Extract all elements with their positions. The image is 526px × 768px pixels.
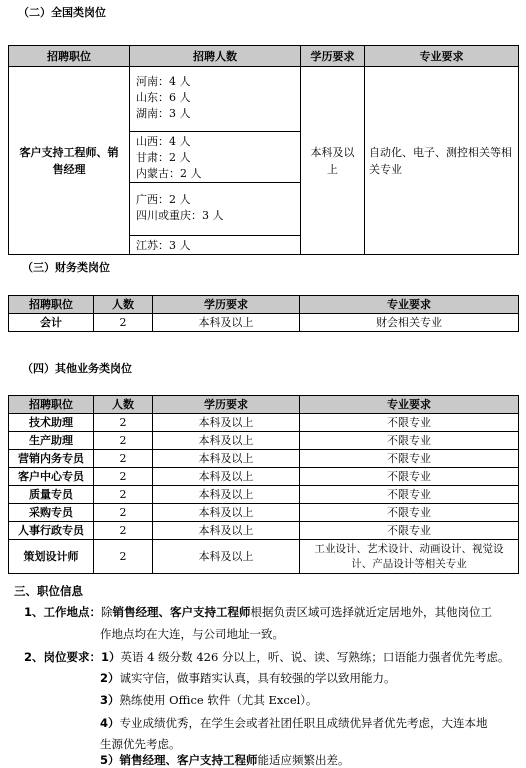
row-count: 2 [94,314,153,332]
header-education: 学历要求 [301,46,365,67]
row-count: 2 [94,414,153,432]
region-sichuan-chongqing: 四川或重庆：3 人 [136,209,224,222]
table-row [9,432,519,450]
region-group-3 [136,192,224,224]
other-positions-table [8,395,519,574]
req3-text: 熟练使用 Office 软件（尤其 Excel）。 [119,693,318,707]
row-position: 采购专员 [9,504,94,522]
location-label: 1、工作地点： [24,605,102,619]
region-guangxi: 广西：2 人 [136,193,191,206]
row-education: 本科及以上 [153,314,300,332]
row-major: 不限专业 [300,432,519,450]
row-education: 本科及以上 [153,468,300,486]
row-education: 本科及以上 [153,522,300,540]
education-cell: 本科及以上 [301,67,365,255]
req4-num: 4） [100,716,120,730]
location-pre: 除 [101,605,113,619]
req2-num: 2） [100,671,120,685]
row-position: 人事行政专员 [9,522,94,540]
major-cell: 自动化、电子、测控相关等相关专业 [365,67,519,255]
row-education: 本科及以上 [153,432,300,450]
row-position: 营销内务专员 [9,450,94,468]
row-position: 生产助理 [9,432,94,450]
row-position: 质量专员 [9,486,94,504]
req-line-1 [24,649,509,665]
row-count: 2 [94,432,153,450]
req3-num: 3） [100,693,120,707]
header-position: 招聘职位 [9,46,130,67]
region-henan: 河南：4 人 [136,75,191,88]
region-hunan: 湖南：3 人 [136,107,191,120]
table-row [9,314,519,332]
req-line-3 [100,692,318,708]
row-position: 客户中心专员 [9,468,94,486]
row-major: 不限专业 [300,486,519,504]
row-position: 策划设计师 [9,540,94,574]
header-education: 学历要求 [153,296,300,314]
header-major: 专业要求 [300,396,519,414]
info-title: 三、职位信息 [14,584,83,598]
table-row [9,468,519,486]
region-jiangsu: 江苏：3 人 [136,239,191,252]
location-rest: 根据负责区域可选择就近定居地外，其他岗位工 [250,605,493,619]
req5-num: 5） [100,753,120,767]
national-positions-table [8,45,519,255]
req2-text: 诚实守信，做事踏实认真，具有较强的学以致用能力。 [119,671,396,685]
section-4-title: （四）其他业务类岗位 [22,362,132,375]
header-position: 招聘职位 [9,396,94,414]
req1-text: 英语 4 级分数 426 分以上，听、说、读、写熟练；口语能力强者优先考虑。 [120,650,510,664]
header-count: 人数 [94,396,153,414]
req-label: 2、岗位要求： [24,650,102,664]
location-line-1 [24,604,492,620]
region-group-1 [136,74,191,122]
row-major: 不限专业 [300,522,519,540]
header-major: 专业要求 [300,296,519,314]
row-education: 本科及以上 [153,540,300,574]
region-group-4 [136,238,191,254]
row-count: 2 [94,504,153,522]
req4-text: 专业成绩优秀，在学生会或者社团任职且成绩优异者优先考虑，大连本地 [119,716,488,730]
row-major: 工业设计、艺术设计、动画设计、视觉设计、产品设计等相关专业 [300,540,519,574]
header-education: 学历要求 [153,396,300,414]
req5-bold: 销售经理、客户支持工程师 [119,753,258,767]
row-count: 2 [94,522,153,540]
section-3-title: （三）财务类岗位 [22,261,110,274]
row-major: 不限专业 [300,468,519,486]
location-line-2: 作地点均在大连，与公司地址一致。 [100,627,284,641]
header-position: 招聘职位 [9,296,94,314]
req-line-4 [100,715,488,731]
req5-rest: 能适应频繁出差。 [257,753,350,767]
position-cell: 客户支持工程师、销售经理 [9,67,130,255]
finance-positions-table [8,295,519,332]
row-education: 本科及以上 [153,486,300,504]
location-bold: 销售经理、客户支持工程师 [112,605,251,619]
req-line-2 [100,670,396,686]
table-row [9,504,519,522]
table-row [9,450,519,468]
row-major: 不限专业 [300,450,519,468]
row-count: 2 [94,486,153,504]
region-group-2 [136,134,202,182]
region-shandong: 山东：6 人 [136,91,191,104]
row-education: 本科及以上 [153,414,300,432]
header-count: 人数 [94,296,153,314]
row-education: 本科及以上 [153,504,300,522]
table-row [9,486,519,504]
row-education: 本科及以上 [153,450,300,468]
table-row [9,522,519,540]
row-major: 不限专业 [300,414,519,432]
row-major: 财会相关专业 [300,314,519,332]
region-neimenggu: 内蒙古：2 人 [136,167,202,180]
region-gansu: 甘肃：2 人 [136,151,191,164]
table-row [9,540,519,574]
table-row [9,414,519,432]
region-shanxi: 山西：4 人 [136,135,191,148]
row-major: 不限专业 [300,504,519,522]
req1-num: 1） [101,650,121,664]
row-position: 会计 [9,314,94,332]
row-count: 2 [94,468,153,486]
header-major: 专业要求 [365,46,519,67]
row-count: 2 [94,540,153,574]
count-cell [130,67,301,255]
row-position: 技术助理 [9,414,94,432]
header-count: 招聘人数 [130,46,301,67]
row-count: 2 [94,450,153,468]
req-line-5 [100,752,350,768]
req-line-4b: 生源优先考虑。 [100,737,181,751]
section-2-title: （二）全国类岗位 [18,6,106,19]
